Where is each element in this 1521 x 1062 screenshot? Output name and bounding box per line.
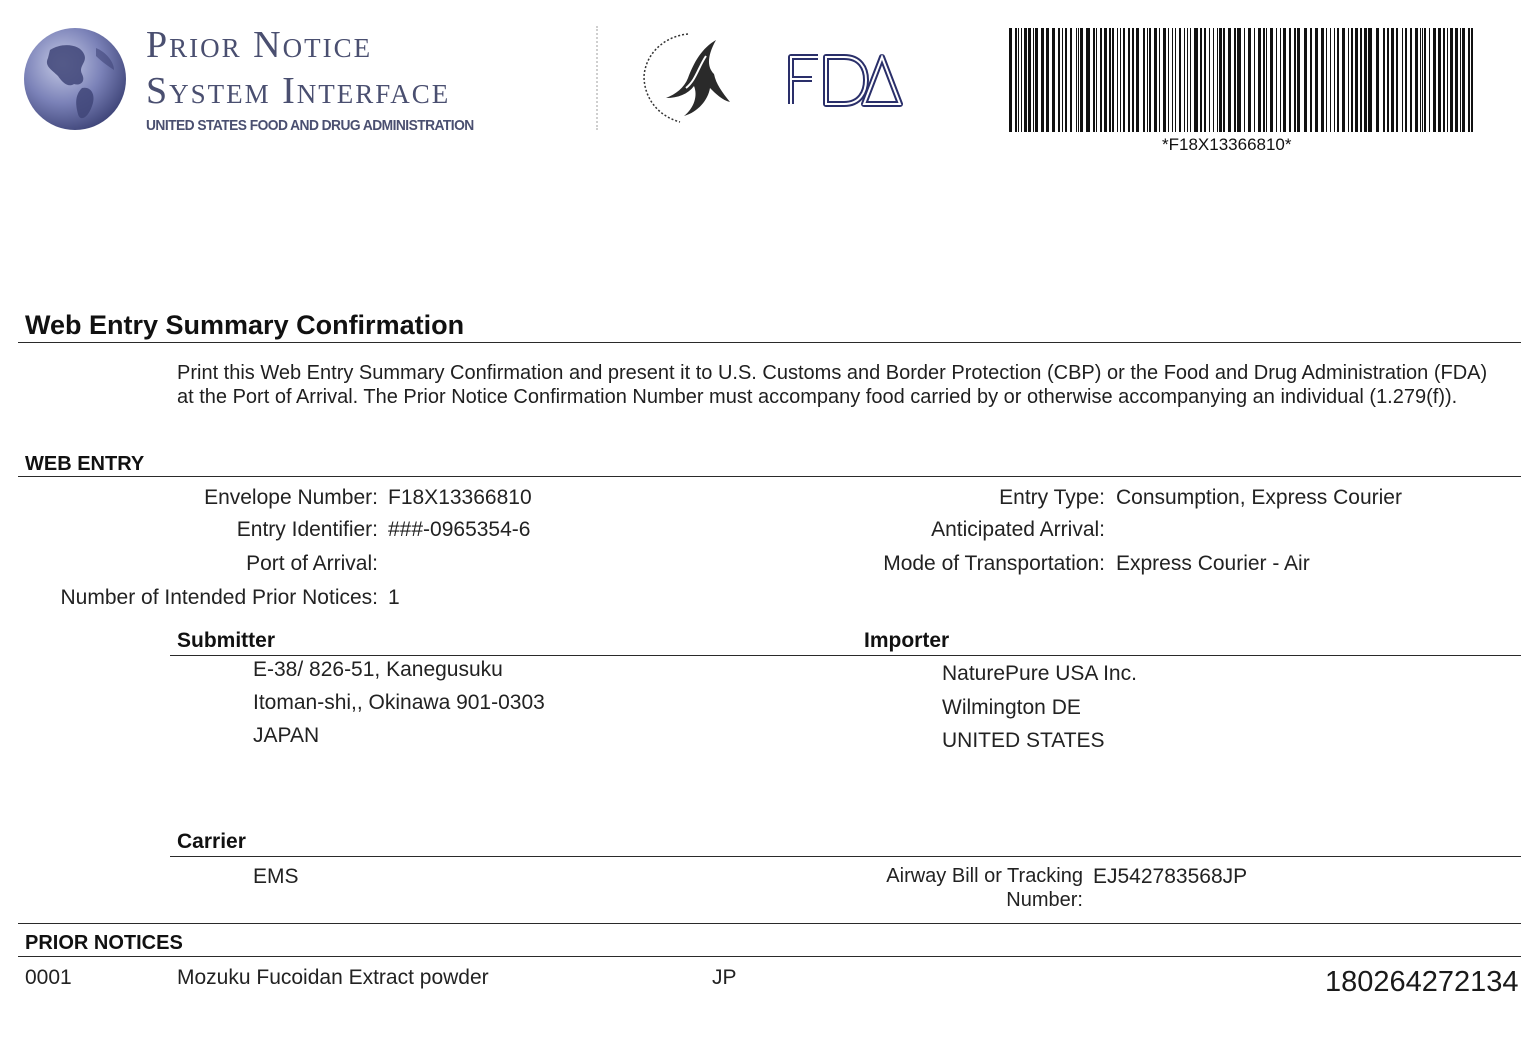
entry-identifier-label: Entry Identifier: (236, 518, 378, 541)
barcode-bar (1276, 28, 1277, 132)
envelope-number-label: Envelope Number: (204, 486, 378, 509)
prior-notices-heading: PRIOR NOTICES (25, 932, 183, 954)
barcode-bar (1471, 28, 1473, 132)
barcode-bar (1334, 28, 1335, 132)
header-divider (596, 26, 598, 130)
barcode-bar (1405, 28, 1407, 132)
notice-confirmation-number: 180264272134 (1325, 966, 1519, 998)
barcode-bar (1391, 28, 1394, 132)
barcode-bar (1041, 28, 1044, 132)
barcode-bar (1337, 28, 1339, 132)
carrier-heading: Carrier (177, 830, 246, 853)
barcode-bar (1420, 28, 1421, 132)
barcode-bar (1209, 28, 1210, 132)
mode-of-transportation-label: Mode of Transportation: (883, 552, 1105, 575)
barcode-bar (1175, 28, 1176, 132)
barcode-bar (1248, 28, 1251, 132)
barcode-bar (1080, 28, 1083, 132)
barcode-bar (1280, 28, 1281, 132)
barcode-bar (1433, 28, 1436, 132)
submitter-heading: Submitter (177, 629, 276, 652)
barcode-bar (1342, 28, 1345, 132)
barcode-bar (1289, 28, 1291, 132)
tracking-label-line-1: Airway Bill or Tracking (886, 865, 1083, 887)
parties-rule (170, 655, 1521, 656)
globe-icon (22, 26, 128, 132)
barcode-bar (1263, 28, 1265, 132)
barcode-bar (1283, 28, 1286, 132)
barcode-bar (1297, 28, 1300, 132)
carrier-rule (170, 856, 1521, 857)
barcode-bar (1237, 28, 1241, 132)
barcode-bar (1315, 28, 1318, 132)
barcode-bar (1159, 28, 1160, 132)
barcode-bar (1219, 28, 1222, 132)
barcode-bar (1200, 28, 1202, 132)
barcode (1009, 28, 1475, 132)
barcode-bar (1058, 28, 1060, 132)
hhs-eagle-icon (636, 28, 736, 128)
barcode-bar (1046, 28, 1049, 132)
barcode-bar (1136, 28, 1139, 132)
barcode-bar (1035, 28, 1038, 132)
logo-subtitle: UNITED STATES FOOD AND DRUG ADMINISTRATION (146, 117, 474, 134)
title-line-2: System Interface (146, 70, 451, 112)
submitter-country: JAPAN (253, 724, 320, 747)
barcode-text: *F18X13366810* (1162, 135, 1292, 154)
barcode-bar (1033, 28, 1034, 132)
mode-of-transportation-value: Express Courier - Air (1116, 552, 1310, 575)
barcode-bar (1172, 28, 1173, 132)
entry-type-value: Consumption, Express Courier (1116, 486, 1402, 509)
barcode-bar (1018, 28, 1019, 132)
barcode-bar (1294, 28, 1296, 132)
barcode-bar (1104, 28, 1107, 132)
barcode-bar (1093, 28, 1095, 132)
page-title: Web Entry Summary Confirmation (25, 310, 465, 340)
barcode-bar (1304, 28, 1307, 132)
barcode-bar (1149, 28, 1151, 132)
web-entry-rule (18, 476, 1521, 477)
barcode-bar (1424, 28, 1426, 132)
barcode-bar (1429, 28, 1430, 132)
barcode-bar (1410, 28, 1412, 132)
tracking-label-line-2: Number: (1006, 889, 1083, 911)
title-line-1: Prior Notice (146, 24, 373, 66)
barcode-bar (1190, 28, 1191, 132)
barcode-bar (1468, 28, 1470, 132)
barcode-bar (1065, 28, 1067, 132)
barcode-bar (1168, 28, 1169, 132)
barcode-bar (1234, 28, 1236, 132)
barcode-bar (1450, 28, 1453, 132)
barcode-bar (1021, 28, 1022, 132)
barcode-bar (1460, 28, 1461, 132)
barcode-bar (1270, 28, 1273, 132)
barcode-bar (1266, 28, 1267, 132)
barcode-bar (1422, 28, 1423, 132)
barcode-bar (1086, 28, 1090, 132)
importer-heading: Importer (864, 629, 950, 652)
barcode-bar (1123, 28, 1125, 132)
barcode-bar (1132, 28, 1134, 132)
fda-logo (786, 52, 904, 108)
barcode-bar (1415, 28, 1418, 132)
barcode-bar (1120, 28, 1121, 132)
tracking-number-value: EJ542783568JP (1093, 865, 1248, 888)
barcode-bar (1163, 28, 1166, 132)
barcode-bar (1194, 28, 1198, 132)
notice-number: 0001 (25, 966, 72, 989)
submitter-address-line-1: E-38/ 826-51, Kanegusuku (253, 658, 503, 681)
barcode-bar (1387, 28, 1389, 132)
importer-country: UNITED STATES (942, 729, 1105, 752)
barcode-bar (1009, 28, 1012, 132)
barcode-bar (1223, 28, 1225, 132)
barcode-bar (1244, 28, 1245, 132)
barcode-bar (1443, 28, 1445, 132)
barcode-bar (1078, 28, 1079, 132)
barcode-bar (1310, 28, 1312, 132)
prior-notices-rule (18, 956, 1521, 957)
barcode-bar (1015, 28, 1017, 132)
anticipated-arrival-label: Anticipated Arrival: (931, 518, 1105, 541)
barcode-bar (1052, 28, 1055, 132)
barcode-bar (1147, 28, 1148, 132)
barcode-bar (1402, 28, 1403, 132)
barcode-bar (1330, 28, 1331, 132)
web-entry-heading: WEB ENTRY (25, 453, 145, 475)
barcode-bar (1368, 28, 1372, 132)
submitter-address-line-2: Itoman-shi,, Okinawa 901-0303 (253, 691, 545, 714)
barcode-bar (1154, 28, 1157, 132)
importer-city: Wilmington DE (942, 696, 1081, 719)
barcode-bar (1128, 28, 1130, 132)
barcode-bar (1076, 28, 1077, 132)
barcode-bar (1179, 28, 1181, 132)
barcode-bar (1364, 28, 1367, 132)
barcode-bar (1062, 28, 1063, 132)
barcode-bar (1217, 28, 1218, 132)
barcode-bar (1258, 28, 1261, 132)
barcode-bar (1184, 28, 1185, 132)
barcode-bar (1070, 28, 1072, 132)
barcode-bar (1096, 28, 1097, 132)
notice-country: JP (712, 966, 737, 989)
barcode-bar (1228, 28, 1231, 132)
importer-name: NaturePure USA Inc. (942, 662, 1137, 685)
barcode-bar (1438, 28, 1441, 132)
carrier-bottom-rule (18, 923, 1521, 924)
barcode-bar (1396, 28, 1398, 132)
barcode-bar (1360, 28, 1362, 132)
port-of-arrival-label: Port of Arrival: (246, 552, 378, 575)
barcode-bar (1109, 28, 1111, 132)
barcode-bar (1028, 28, 1031, 132)
envelope-number-value: F18X13366810 (388, 486, 532, 509)
barcode-bar (1326, 28, 1327, 132)
barcode-bar (1100, 28, 1102, 132)
intended-notices-value: 1 (388, 586, 400, 609)
barcode-bar (1348, 28, 1349, 132)
barcode-bar (1447, 28, 1448, 132)
barcode-bar (1376, 28, 1379, 132)
barcode-bar (1112, 28, 1114, 132)
instructions-text: Print this Web Entry Summary Confirmation and present it to U.S. Customs and Border Protection (CBP) or the Food and Drug Administration (FDA) at the Port of Arrival. The Prior Notice Confirmation Number must accompany food carried by or otherwise accompanying an individual (1.279(f)). (177, 362, 1488, 408)
barcode-bar (1383, 28, 1385, 132)
barcode-bar (1351, 28, 1353, 132)
entry-identifier-value: ###-0965354-6 (388, 518, 531, 541)
barcode-bar (1462, 28, 1465, 132)
title-rule (18, 342, 1521, 343)
barcode-bar (1187, 28, 1188, 132)
barcode-bar (1024, 28, 1027, 132)
barcode-bar (1213, 28, 1214, 132)
barcode-bar (1321, 28, 1324, 132)
barcode-bar (1355, 28, 1358, 132)
intended-notices-label: Number of Intended Prior Notices: (60, 586, 378, 609)
carrier-name: EMS (253, 865, 299, 888)
entry-type-label: Entry Type: (999, 486, 1105, 509)
barcode-bar (1254, 28, 1255, 132)
barcode-bar (1117, 28, 1118, 132)
barcode-bar (1204, 28, 1206, 132)
notice-description: Mozuku Fucoidan Extract powder (177, 966, 489, 989)
barcode-bar (1143, 28, 1145, 132)
barcode-bar (1455, 28, 1458, 132)
